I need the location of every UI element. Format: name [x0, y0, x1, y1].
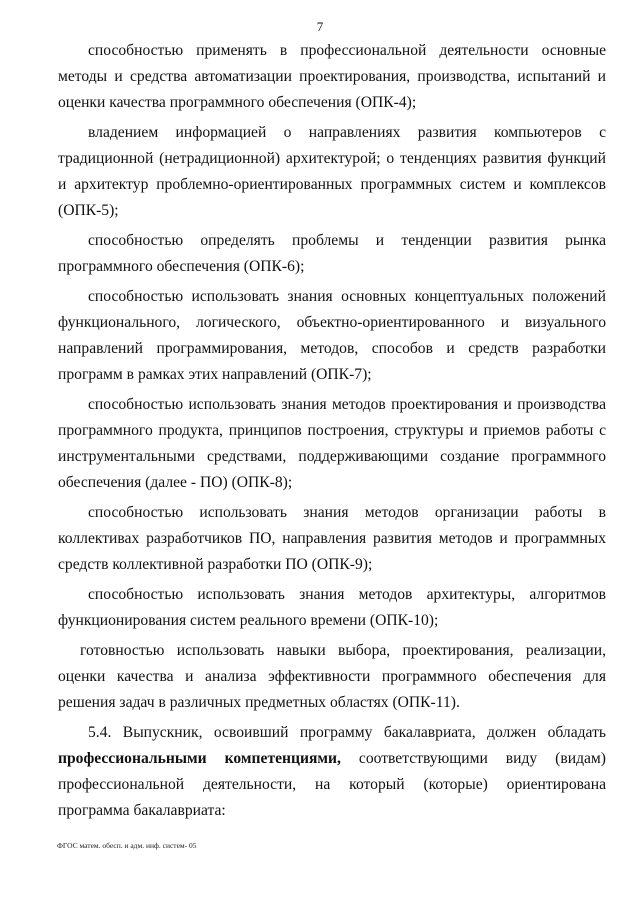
- section-5-4-intro: 5.4. Выпускник, освоивший программу бакалавриата, должен обладать: [88, 724, 606, 741]
- paragraph-opk-4: способностью применять в профессиональной деятельности основные методы и средства автоматизации проектирования, производства, испытаний и оценки качества программного обеспечения (ОПК-4);: [58, 42, 606, 111]
- paragraph-opk-7: способностью использовать знания основных концептуальных положений функционального, логического, объектно-ориентированного и визуального направлений программирования, методов, способов и средств разработки программ в рамках этих направлений (ОПК-7);: [58, 288, 606, 383]
- paragraph-opk-6: способностью определять проблемы и тенденции развития рынка программного обеспечения (ОПК-6);: [58, 232, 606, 275]
- paragraph-opk-8: способностью использовать знания методов проектирования и производства программного продукта, принципов построения, структуры и приемов работы с инструментальными средствами, поддерживающими создание программного обеспечения (далее - ПО) (ОПК-8);: [58, 396, 606, 491]
- paragraph-opk-5: владением информацией о направлениях развития компьютеров с традиционной (нетрадиционной) архитектурой; о тенденциях развития функций и архитектур проблемно-ориентированных программных систем и комплексов (ОПК-5);: [58, 124, 606, 219]
- paragraph-opk-11: готовностью использовать навыки выбора, проектирования, реализации, оценки качества и анализа эффективности программного обеспечения для решения задач в различных предметных областях (ОПК-11).: [58, 642, 606, 711]
- page-number: 7: [316, 19, 324, 34]
- document-body: [58, 38, 606, 828]
- paragraph-opk-10: способностью использовать знания методов архитектуры, алгоритмов функционирования систем реального времени (ОПК-10);: [58, 586, 606, 629]
- paragraph-opk-9: способностью использовать знания методов организации работы в коллективах разработчиков ПО, направления развития методов и программных средств коллективной разработки ПО (ОПК-9);: [58, 504, 606, 573]
- paragraph-section-5-4: [58, 720, 606, 824]
- section-5-4-continuation: соответствующими виду (видам) профессиональной деятельности, на который (которые) ориентирована программа бакалавриата:: [58, 750, 606, 819]
- professional-competencies-term: профессиональными компетенциями,: [58, 750, 341, 767]
- page-footer: ФГОС матем. обесп. и адм. инф. систем- 05: [57, 841, 197, 850]
